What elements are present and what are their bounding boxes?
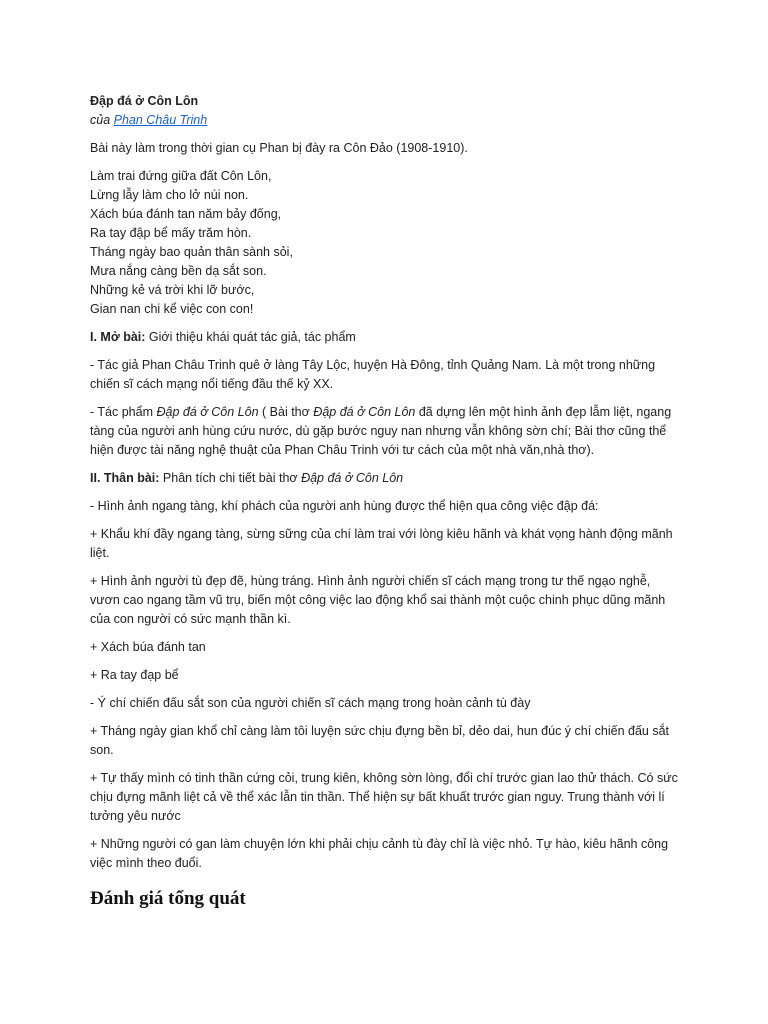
section-text: Giới thiệu khái quát tác giả, tác phẩm xyxy=(145,330,356,344)
poem-line: Tháng ngày bao quản thân sành sỏi, xyxy=(90,245,293,259)
body-paragraph: + Những người có gan làm chuyện lớn khi phải chịu cảnh tù đày chỉ là việc nhỏ. Tự hào, kiêu hãnh công việc mình theo đuổi. xyxy=(90,837,669,870)
section-heading-body xyxy=(90,469,678,488)
intro-paragraph: Bài này làm trong thời gian cụ Phan bị đày ra Côn Đảo (1908-1910). xyxy=(90,141,468,155)
section-heading-intro xyxy=(90,328,678,347)
paragraph-author: - Tác giả Phan Châu Trinh quê ở làng Tây Lộc, huyện Hà Đông, tỉnh Quảng Nam. Là một trong những chiến sĩ cách mạng nổi tiếng đầu thế kỷ XX. xyxy=(90,358,656,391)
section-label: I. Mở bài: xyxy=(90,330,146,344)
text-run: - Tác phẩm xyxy=(90,405,157,419)
text-run: ( Bài thơ xyxy=(258,405,314,419)
poem-line: Ra tay đập bể mấy trăm hòn. xyxy=(90,226,252,240)
text-run: đã dựng lên một hình ảnh đẹp lẫm liệt, ngang tàng của người anh hùng cứu nước, dù gặp bước nguy nan nhưng vẫn không sờn chí; Bài thơ cũng thể hiện được tài năng nghệ thuật của Phan Châu Trinh với tư cách của một nhà văn,nhà thơ). xyxy=(90,405,672,457)
poem-line: Gian nan chi kể việc con con! xyxy=(90,302,254,316)
paragraph-work xyxy=(90,403,678,460)
section-text: Phân tích chi tiết bài thơ xyxy=(159,471,302,485)
poem-line: Xách búa đánh tan năm bảy đống, xyxy=(90,207,282,221)
work-title-italic: Đập đá ở Côn Lôn xyxy=(156,405,259,419)
work-title-italic: Đập đá ở Côn Lôn xyxy=(313,405,416,419)
body-paragraph: + Tháng ngày gian khổ chỉ càng làm tôi luyện sức chịu đựng bền bỉ, dẻo dai, hun đúc ý chí chiến đấu sắt son. xyxy=(90,724,670,757)
poem-line: Những kẻ vá trời khi lỡ bước, xyxy=(90,283,255,297)
section-heading-summary: Đánh giá tổng quát xyxy=(90,888,246,909)
body-paragraph: + Tự thấy mình có tinh thần cứng cỏi, trung kiên, không sờn lòng, đổi chí trước gian lao thử thách. Có sức chịu đựng mãnh liệt cả về thể xác lẫn tin thần. Thể hiện sự bất khuất trước gian nguy. Trung thành với lí tưởng yêu nước xyxy=(90,771,678,823)
poem-line: Làm trai đứng giữa đất Côn Lôn, xyxy=(90,169,272,183)
poem-line: Mưa nắng càng bền dạ sắt son. xyxy=(90,264,267,278)
byline xyxy=(90,111,678,130)
document-page xyxy=(90,92,678,911)
poem-line: Lừng lẫy làm cho lở núi non. xyxy=(90,188,249,202)
body-paragraph: - Hình ảnh ngang tàng, khí phách của người anh hùng được thể hiện qua công việc đập đá: xyxy=(90,499,599,513)
work-title-italic: Đập đá ở Côn Lôn xyxy=(301,471,404,485)
section-label: II. Thân bài: xyxy=(90,471,160,485)
body-paragraph: + Khẩu khí đầy ngang tàng, sừng sững của chí làm trai với lòng kiêu hãnh và khát vọng hành động mãnh liệt. xyxy=(90,527,673,560)
poem xyxy=(90,167,678,319)
body-paragraph: + Xách búa đánh tan xyxy=(90,640,206,654)
author-link[interactable]: Phan Châu Trinh xyxy=(113,113,208,127)
body-paragraph: + Hình ảnh người tù đẹp đẽ, hùng tráng. Hình ảnh người chiến sĩ cách mạng trong tư thế ngạo nghễ, vươn cao ngang tầm vũ trụ, biến một công việc lao động khổ sai thành một cuộc chinh phục dũng mãnh của con người có sức mạnh thần kì. xyxy=(90,574,666,626)
byline-prefix: của xyxy=(90,113,111,127)
body-paragraph: + Ra tay đạp bể xyxy=(90,668,179,682)
body-paragraph: - Ý chí chiến đấu sắt son của người chiến sĩ cách mạng trong hoàn cảnh tù đày xyxy=(90,696,531,710)
article-title: Đập đá ở Côn Lôn xyxy=(90,94,199,108)
